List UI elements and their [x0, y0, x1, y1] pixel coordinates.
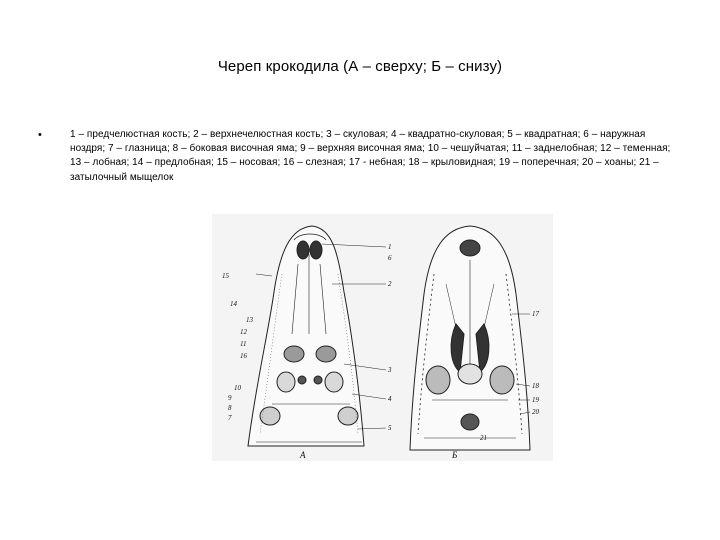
crocodile-skull-figure — [212, 214, 553, 461]
legend-text: 1 – предчелюстная кость; 2 – верхнечелюстная кость; 3 – скуловая; 4 – квадратно-скуловая; 5 – квадратная; 6 – наружная ноздря; 7 – глазница; 8 – боковая височная яма; 9 – верхняя височная яма; 10 – чешуйчатая; 11 – заднелобная; 12 – теменная; 13 – лобная; 14 – предлобная; 15 – носовая; 16 – слезная; 17 - небная; 18 – крыловидная; 19 – поперечная; 20 – хоаны; 21 – затылочный мыщелок — [70, 129, 671, 183]
skull-drawing — [212, 214, 553, 461]
label-a-16: 16 — [240, 352, 247, 360]
caption-b: Б — [452, 450, 458, 460]
label-a-10: 10 — [234, 384, 241, 392]
label-a-3: 3 — [388, 366, 392, 374]
label-a-13: 13 — [246, 316, 253, 324]
bullet-marker: • — [38, 129, 42, 141]
label-b-19: 19 — [532, 396, 539, 404]
skull-a-top-view — [248, 226, 364, 446]
legend-bullet — [38, 128, 678, 185]
label-a-15: 15 — [222, 272, 229, 280]
slide-title: Череп крокодила (А – сверху; Б – снизу) — [217, 58, 503, 75]
label-a-8: 8 — [228, 404, 232, 412]
label-a-4: 4 — [388, 395, 392, 403]
label-a-7: 7 — [228, 414, 232, 422]
caption-a: А — [300, 450, 306, 460]
label-b-17: 17 — [532, 310, 539, 318]
skull-b-bottom-view — [410, 226, 530, 450]
label-a-6: 6 — [388, 254, 392, 262]
label-a-1: 1 — [388, 243, 392, 251]
label-b-20: 20 — [532, 408, 539, 416]
label-a-2: 2 — [388, 280, 392, 288]
label-b-18: 18 — [532, 382, 539, 390]
label-a-5: 5 — [388, 424, 392, 432]
label-a-9: 9 — [228, 394, 232, 402]
label-a-12: 12 — [240, 328, 247, 336]
label-b-21: 21 — [480, 434, 487, 442]
label-a-14: 14 — [230, 300, 237, 308]
label-a-11: 11 — [240, 340, 247, 348]
